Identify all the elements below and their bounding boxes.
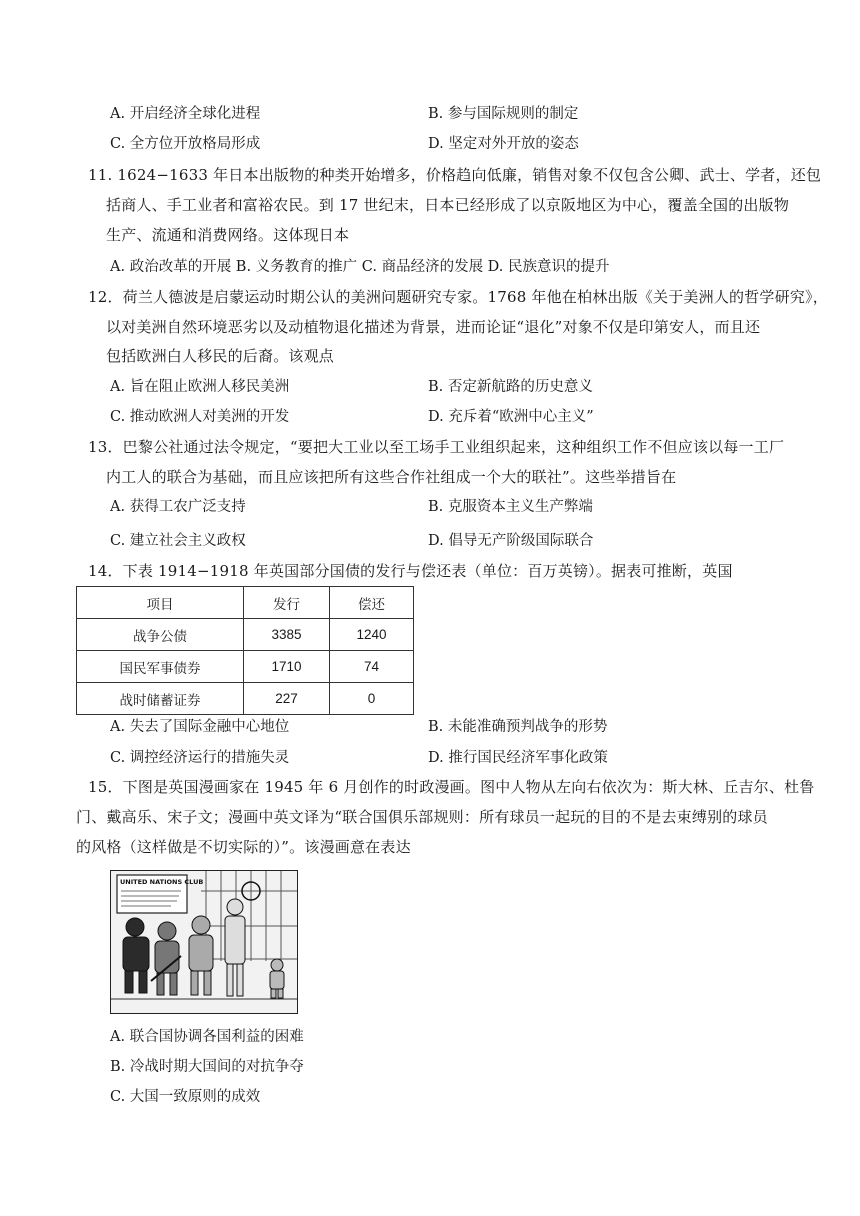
- q13-option-a: A. 获得工农广泛支持: [110, 499, 246, 515]
- q12-line-3: 包括欧洲白人移民的后裔。该观点: [106, 347, 335, 365]
- table-cell: 1710: [244, 651, 330, 683]
- table-header-row: [77, 587, 414, 619]
- q15-option-c: C. 大国一致原则的成效: [110, 1089, 261, 1105]
- table-header-item: 项目: [77, 587, 244, 619]
- q15-line-1: 15．下图是英国漫画家在 1945 年 6 月创作的时政漫画。图中人物从左向右依次为：斯大林、丘吉尔、杜鲁: [88, 778, 815, 796]
- q14-option-a: A. 失去了国际金融中心地位: [110, 719, 290, 735]
- q15-line-3: 的风格（这样做是不切实际的）”。该漫画意在表达: [76, 838, 411, 856]
- table-row: [77, 683, 414, 715]
- q10-option-a: A. 开启经济全球化进程: [110, 106, 261, 122]
- q13-line-2: 内工人的联合为基础，而且应该把所有这些合作社组成一个大的联社”。这些举措旨在: [106, 468, 677, 486]
- table-cell: 227: [244, 683, 330, 715]
- table-cell: 1240: [330, 619, 414, 651]
- q10-option-b: B. 参与国际规则的制定: [428, 106, 579, 122]
- q13-option-d: D. 倡导无产阶级国际联合: [428, 533, 594, 549]
- table-cell: 3385: [244, 619, 330, 651]
- cartoon-sign-text: UNITED NATIONS CLUB: [120, 878, 204, 886]
- q12-line-1: 12．荷兰人德波是启蒙运动时期公认的美洲问题研究专家。1768 年他在柏林出版《关于美洲人的哲学研究》，: [88, 288, 828, 306]
- q11-options: A. 政治改革的开展 B. 义务教育的推广 C. 商品经济的发展 D. 民族意识的提升: [110, 259, 610, 275]
- q10-option-c: C. 全方位开放格局形成: [110, 136, 261, 152]
- table-row: [77, 619, 414, 651]
- q15-option-a: A. 联合国协调各国利益的困难: [110, 1029, 304, 1045]
- q12-option-d: D. 充斥着“欧洲中心主义”: [428, 409, 594, 425]
- q13-option-c: C. 建立社会主义政权: [110, 533, 246, 549]
- q14-option-d: D. 推行国民经济军事化政策: [428, 750, 608, 766]
- table-cell: 国民军事债券: [77, 651, 244, 683]
- q12-line-2: 以对美洲自然环境恶劣以及动植物退化描述为背景，进而论证“退化”对象不仅是印第安人，而且还: [106, 318, 761, 336]
- table-cell: 战争公债: [77, 619, 244, 651]
- q11-line-2: 括商人、手工业者和富裕农民。到 17 世纪末，日本已经形成了以京阪地区为中心，覆盖全国的出版物: [106, 196, 790, 214]
- q12-option-a: A. 旨在阻止欧洲人移民美洲: [110, 379, 290, 395]
- q13-line-1: 13．巴黎公社通过法令规定，“要把大工业以至工场手工业组织起来，这种组织工作不但应该以每一工厂: [88, 438, 785, 456]
- q12-option-b: B. 否定新航路的历史意义: [428, 379, 593, 395]
- q15-option-b: B. 冷战时期大国间的对抗争夺: [110, 1059, 304, 1075]
- q12-option-c: C. 推动欧洲人对美洲的开发: [110, 409, 290, 425]
- q13-option-b: B. 克服资本主义生产弊端: [428, 499, 593, 515]
- q14-option-c: C. 调控经济运行的措施失灵: [110, 750, 290, 766]
- table-cell: 战时储蓄证券: [77, 683, 244, 715]
- bond-table: [76, 586, 414, 715]
- political-cartoon-image: [110, 870, 298, 1014]
- q15-line-2: 门、戴高乐、宋子文；漫画中英文译为“联合国俱乐部规则：所有球员一起玩的目的不是去束缚别的球员: [76, 808, 768, 826]
- q14-stem: 14．下表 1914−1918 年英国部分国债的发行与偿还表（单位：百万英镑）。据表可推断，英国: [88, 562, 733, 580]
- q14-option-b: B. 未能准确预判战争的形势: [428, 719, 608, 735]
- q11-line-1: 11. 1624−1633 年日本出版物的种类开始增多，价格趋向低廉，销售对象不仅包含公卿、武士、学者，还包: [88, 166, 822, 184]
- table-row: [77, 651, 414, 683]
- table-cell: 0: [330, 683, 414, 715]
- q10-option-d: D. 坚定对外开放的姿态: [428, 136, 579, 152]
- table-cell: 74: [330, 651, 414, 683]
- table-header-issued: 发行: [244, 587, 330, 619]
- table-header-repaid: 偿还: [330, 587, 414, 619]
- q11-line-3: 生产、流通和消费网络。这体现日本: [106, 226, 350, 244]
